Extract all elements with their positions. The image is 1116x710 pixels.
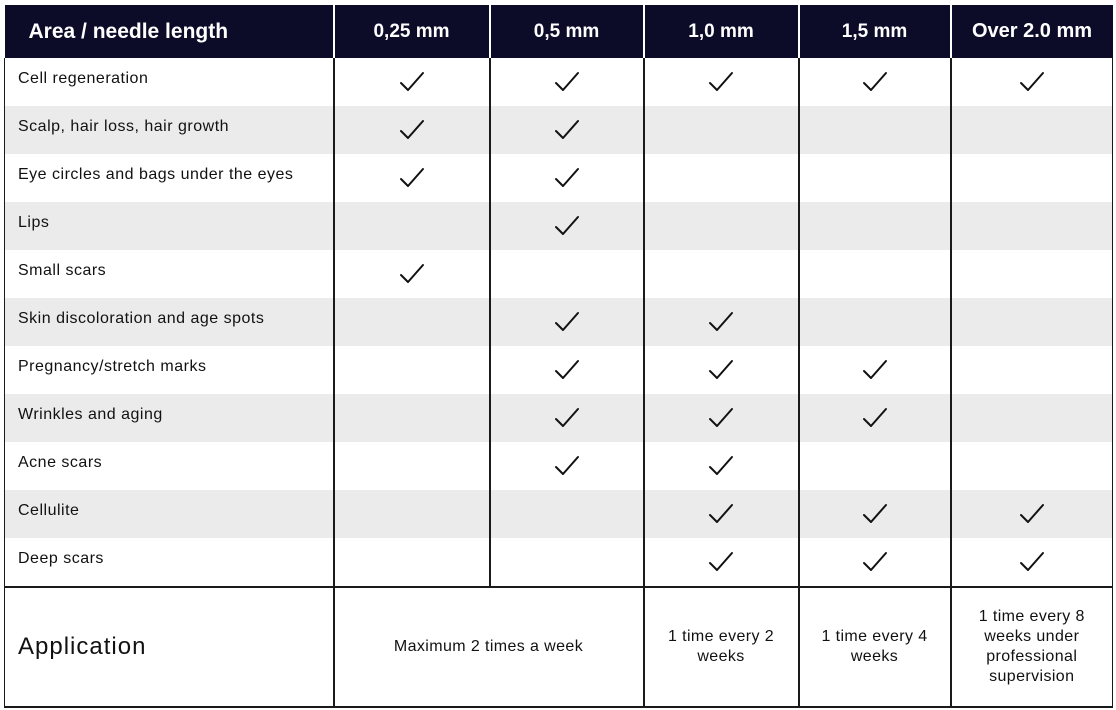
table-row: [5, 154, 1113, 202]
row-cell: [334, 394, 490, 442]
checkmark-icon: [554, 214, 580, 238]
table-row: [5, 106, 1113, 154]
header-row: [5, 5, 1113, 58]
application-mid: 1 time every 2 weeks: [644, 587, 799, 707]
header-col-5: Over 2.0 mm: [951, 5, 1113, 58]
row-cell: [951, 58, 1113, 106]
table-row: [5, 490, 1113, 538]
checkmark-icon: [1019, 502, 1045, 526]
checkmark-icon: [399, 262, 425, 286]
row-cell: [799, 202, 951, 250]
row-cell: [644, 58, 799, 106]
row-label: Wrinkles and aging: [5, 394, 334, 442]
row-cell: [334, 58, 490, 106]
checkmark-icon: [554, 118, 580, 142]
row-label: Scalp, hair loss, hair growth: [5, 106, 334, 154]
row-cell: [334, 106, 490, 154]
row-cell: [490, 58, 644, 106]
row-cell: [490, 106, 644, 154]
checkmark-icon: [862, 406, 888, 430]
checkmark-icon: [708, 550, 734, 574]
table-row: [5, 58, 1113, 106]
row-cell: [951, 442, 1113, 490]
header-col-2: 0,5 mm: [490, 5, 644, 58]
row-cell: [490, 154, 644, 202]
row-cell: [951, 490, 1113, 538]
row-cell: [799, 490, 951, 538]
header-col-1: 0,25 mm: [334, 5, 490, 58]
row-cell: [490, 250, 644, 298]
checkmark-icon: [554, 358, 580, 382]
row-cell: [799, 442, 951, 490]
checkmark-icon: [708, 358, 734, 382]
row-label: Lips: [5, 202, 334, 250]
checkmark-icon: [554, 406, 580, 430]
table-body: [5, 58, 1113, 587]
row-cell: [799, 154, 951, 202]
row-cell: [644, 490, 799, 538]
checkmark-icon: [708, 70, 734, 94]
header-area: Area / needle length: [5, 5, 334, 58]
application-row: [5, 587, 1113, 707]
row-label: Cellulite: [5, 490, 334, 538]
application-pro: 1 time every 8 weeks under professional supervision: [951, 587, 1113, 707]
checkmark-icon: [399, 118, 425, 142]
row-label: Eye circles and bags under the eyes: [5, 154, 334, 202]
checkmark-icon: [862, 550, 888, 574]
checkmark-icon: [708, 406, 734, 430]
row-cell: [951, 202, 1113, 250]
row-cell: [334, 298, 490, 346]
table-row: [5, 538, 1113, 587]
row-cell: [951, 250, 1113, 298]
row-cell: [799, 298, 951, 346]
row-cell: [644, 394, 799, 442]
checkmark-icon: [708, 454, 734, 478]
row-cell: [490, 490, 644, 538]
row-label: Pregnancy/stretch marks: [5, 346, 334, 394]
checkmark-icon: [862, 70, 888, 94]
checkmark-icon: [708, 502, 734, 526]
row-cell: [490, 298, 644, 346]
header-col-4: 1,5 mm: [799, 5, 951, 58]
row-cell: [334, 442, 490, 490]
checkmark-icon: [1019, 550, 1045, 574]
row-cell: [951, 106, 1113, 154]
row-cell: [334, 202, 490, 250]
checkmark-icon: [862, 502, 888, 526]
row-cell: [951, 346, 1113, 394]
application-label: Application: [5, 587, 334, 707]
row-label: Acne scars: [5, 442, 334, 490]
table-row: [5, 394, 1113, 442]
row-cell: [951, 394, 1113, 442]
application-high: 1 time every 4 weeks: [799, 587, 951, 707]
table-row: [5, 442, 1113, 490]
row-cell: [644, 442, 799, 490]
row-cell: [644, 154, 799, 202]
row-cell: [644, 346, 799, 394]
row-cell: [334, 538, 490, 587]
header-col-3: 1,0 mm: [644, 5, 799, 58]
row-cell: [334, 346, 490, 394]
table-row: [5, 298, 1113, 346]
row-cell: [490, 442, 644, 490]
row-label: Deep scars: [5, 538, 334, 587]
checkmark-icon: [862, 358, 888, 382]
row-cell: [644, 106, 799, 154]
row-cell: [644, 202, 799, 250]
row-label: Skin discoloration and age spots: [5, 298, 334, 346]
row-cell: [951, 538, 1113, 587]
checkmark-icon: [399, 166, 425, 190]
checkmark-icon: [708, 310, 734, 334]
row-cell: [644, 538, 799, 587]
row-cell: [951, 154, 1113, 202]
row-cell: [799, 346, 951, 394]
row-cell: [799, 394, 951, 442]
row-cell: [644, 298, 799, 346]
row-cell: [490, 202, 644, 250]
row-cell: [334, 250, 490, 298]
row-cell: [799, 106, 951, 154]
row-cell: [799, 250, 951, 298]
row-label: Cell regeneration: [5, 58, 334, 106]
row-cell: [490, 538, 644, 587]
row-label: Small scars: [5, 250, 334, 298]
needle-length-table: [4, 5, 1113, 708]
row-cell: [334, 154, 490, 202]
row-cell: [644, 250, 799, 298]
row-cell: [799, 538, 951, 587]
table-row: [5, 202, 1113, 250]
checkmark-icon: [399, 70, 425, 94]
checkmark-icon: [554, 70, 580, 94]
row-cell: [490, 346, 644, 394]
row-cell: [334, 490, 490, 538]
table-row: [5, 346, 1113, 394]
checkmark-icon: [1019, 70, 1045, 94]
checkmark-icon: [554, 166, 580, 190]
row-cell: [951, 298, 1113, 346]
application-low: Maximum 2 times a week: [334, 587, 644, 707]
checkmark-icon: [554, 310, 580, 334]
row-cell: [490, 394, 644, 442]
checkmark-icon: [554, 454, 580, 478]
table-row: [5, 250, 1113, 298]
row-cell: [799, 58, 951, 106]
